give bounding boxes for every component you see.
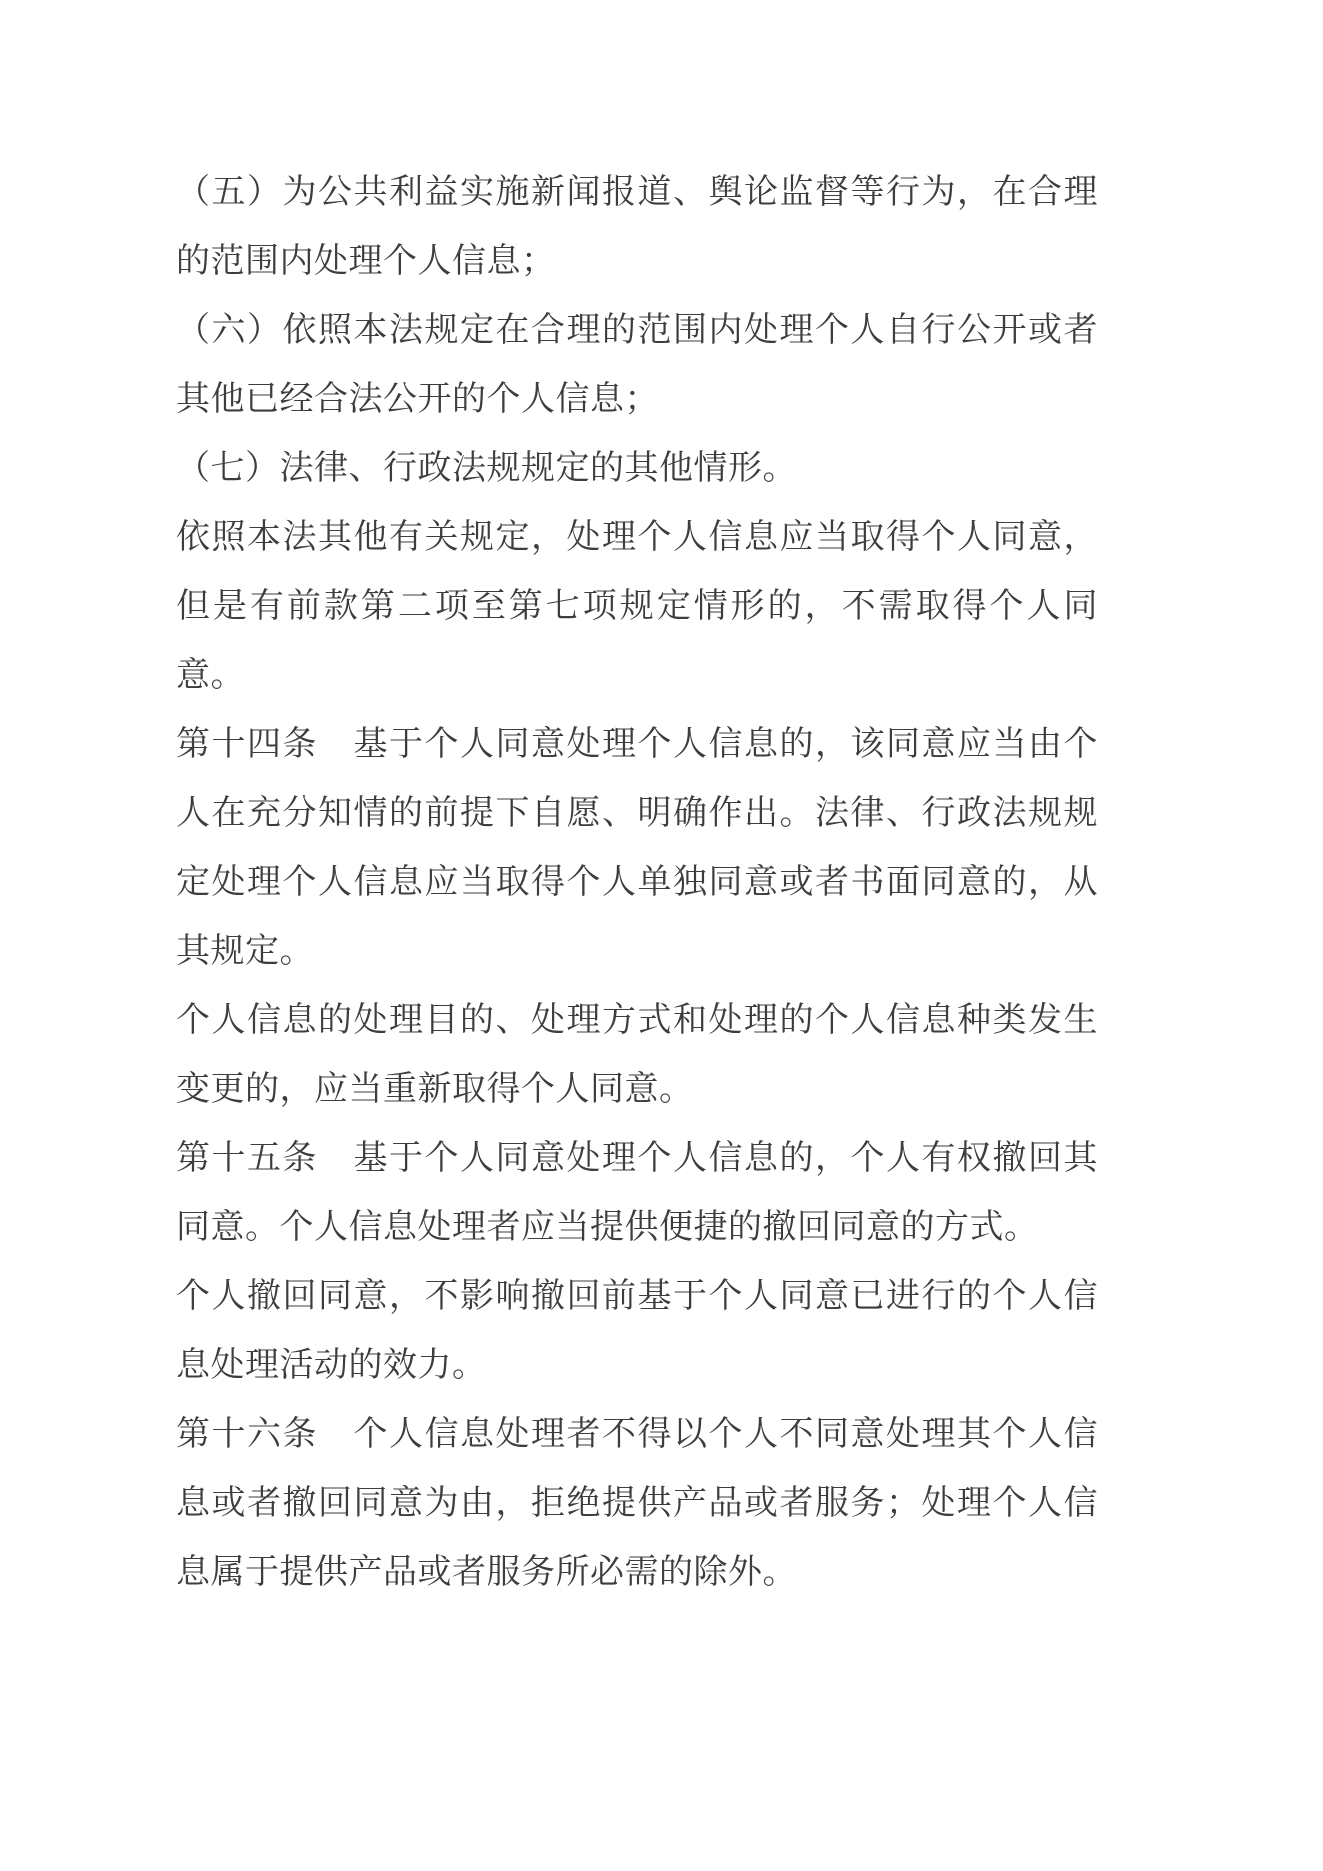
- paragraph-article-15-withdraw: 个人撤回同意，不影响撤回前基于个人同意已进行的个人信息处理活动的效力。: [176, 1278, 1098, 1384]
- paragraph-consent-rule: 依照本法其他有关规定，处理个人信息应当取得个人同意，但是有前款第二项至第七项规定情形的，不需取得个人同意。: [176, 519, 1098, 694]
- paragraph-article-16: 第十六条 个人信息处理者不得以个人不同意处理其个人信息或者撤回同意为由，拒绝提供产品或者服务；处理个人信息属于提供产品或者服务所必需的除外。: [176, 1416, 1098, 1591]
- paragraph-item-7: （七）法律、行政法规规定的其他情形。: [176, 450, 797, 487]
- legal-text-block: [176, 158, 1098, 1607]
- paragraph-item-6: （六）依照本法规定在合理的范围内处理个人自行公开或者其他已经合法公开的个人信息；: [176, 312, 1098, 418]
- paragraph-article-15: 第十五条 基于个人同意处理个人信息的，个人有权撤回其同意。个人信息处理者应当提供便捷的撤回同意的方式。: [176, 1140, 1098, 1246]
- paragraph-item-5: （五）为公共利益实施新闻报道、舆论监督等行为，在合理的范围内处理个人信息；: [176, 174, 1098, 280]
- paragraph-article-14: 第十四条 基于个人同意处理个人信息的，该同意应当由个人在充分知情的前提下自愿、明确作出。法律、行政法规规定处理个人信息应当取得个人单独同意或者书面同意的，从其规定。: [176, 726, 1098, 970]
- paragraph-article-14-change: 个人信息的处理目的、处理方式和处理的个人信息种类发生变更的，应当重新取得个人同意。: [176, 1002, 1098, 1108]
